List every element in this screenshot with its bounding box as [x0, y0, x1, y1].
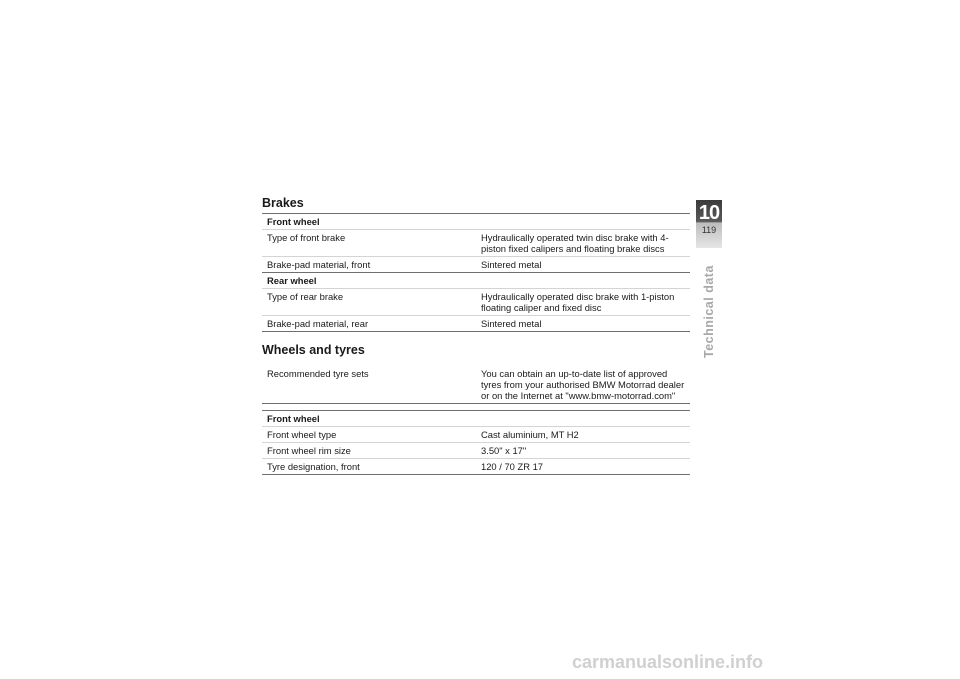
- row-label: Brake-pad material, rear: [267, 318, 369, 329]
- brakes-rear-heading: [262, 273, 690, 289]
- brakes-rear-heading-label: Rear wheel: [267, 275, 317, 286]
- chapter-number: 10: [698, 202, 720, 224]
- brakes-title: Brakes: [262, 196, 304, 210]
- row-label: Tyre designation, front: [267, 461, 360, 472]
- table-row: [262, 366, 690, 404]
- row-value: 3.50" x 17": [481, 445, 527, 456]
- page-number: 119: [701, 225, 717, 235]
- row-label: Front wheel type: [267, 429, 337, 440]
- wheels-table: [262, 360, 690, 475]
- table-row: [262, 289, 690, 316]
- watermark: carmanualsonline.info: [572, 652, 764, 672]
- table-row: [262, 459, 690, 475]
- table-row: [262, 230, 690, 257]
- row-label: Recommended tyre sets: [267, 368, 369, 379]
- row-value: Cast aluminium, MT H2: [481, 429, 579, 440]
- row-label: Front wheel rim size: [267, 445, 351, 456]
- brakes-front-heading: [262, 214, 690, 230]
- table-row: [262, 443, 690, 459]
- row-value: Hydraulically operated disc brake with 1-piston floating caliper and fixed disc: [481, 291, 675, 313]
- wheels-front-heading-label: Front wheel: [267, 413, 320, 424]
- row-value: Sintered metal: [481, 318, 542, 329]
- chapter-tab: [696, 200, 722, 248]
- brakes-front-heading-label: Front wheel: [267, 216, 320, 227]
- page-content: [262, 194, 690, 475]
- row-value: 120 / 70 ZR 17: [481, 461, 544, 472]
- row-value: Sintered metal: [481, 259, 542, 270]
- row-label: Type of front brake: [267, 232, 346, 243]
- table-row: [262, 257, 690, 273]
- table-row: [262, 316, 690, 332]
- wheels-front-heading: [262, 410, 690, 427]
- wheels-title: Wheels and tyres: [262, 343, 365, 357]
- row-value: Hydraulically operated twin disc brake with 4-piston fixed calipers and floating brake discs: [481, 232, 669, 254]
- chapter-side-label: [700, 258, 718, 358]
- row-value: You can obtain an up-to-date list of approved tyres from your authorised BMW Motorrad dealer or on the Internet at "www.bmw-motorrad.com": [481, 368, 685, 401]
- chapter-label-text: Technical data: [702, 265, 716, 358]
- row-label: Type of rear brake: [267, 291, 344, 302]
- table-row: [262, 427, 690, 443]
- brakes-table: [262, 213, 690, 332]
- row-label: Brake-pad material, front: [267, 259, 371, 270]
